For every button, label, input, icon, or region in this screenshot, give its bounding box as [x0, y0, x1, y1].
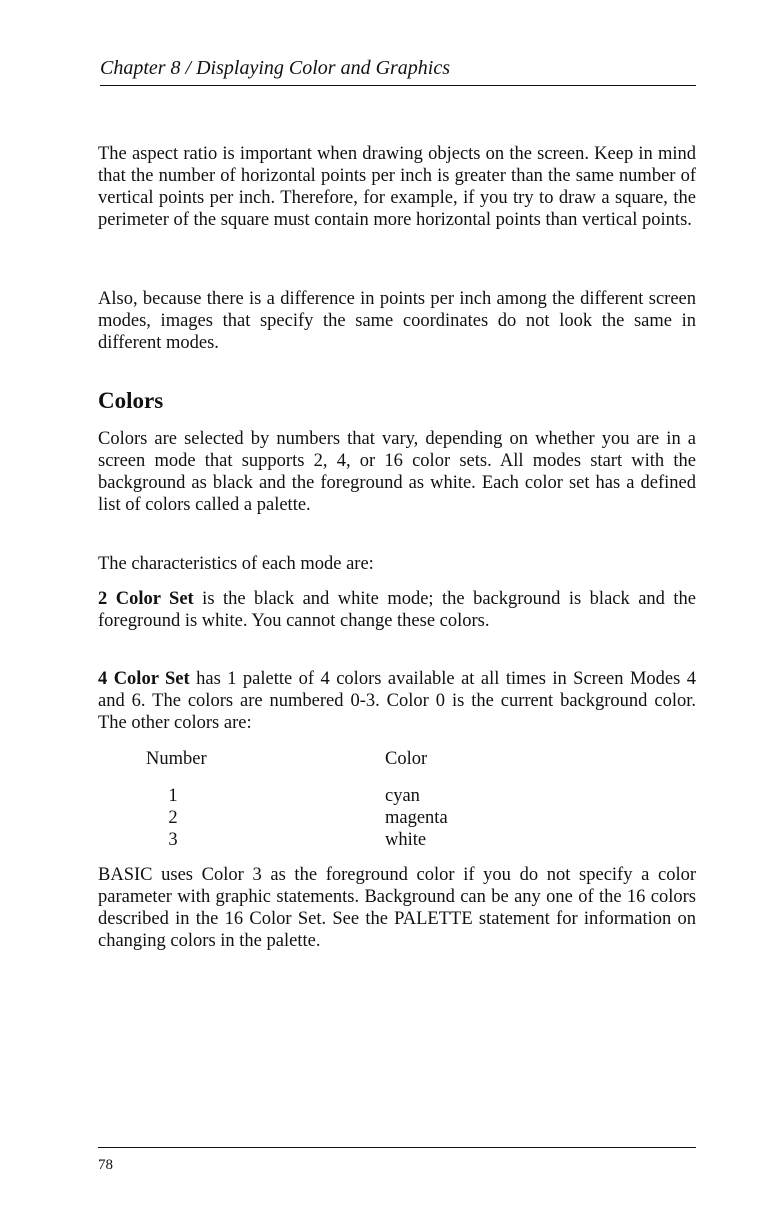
table-cell-color: white — [385, 830, 427, 850]
footer-rule — [98, 1147, 696, 1148]
table-cell-number: 3 — [168, 830, 178, 850]
paragraph-four-color-set — [98, 668, 696, 734]
term-two-color-set: 2 Color Set — [98, 589, 194, 609]
paragraph-two-color-set — [98, 588, 696, 632]
section-heading-colors: Colors — [98, 388, 164, 413]
column-header-number: Number — [146, 749, 207, 769]
paragraph-aspect-ratio: The aspect ratio is important when drawing objects on the screen. Keep in mind that the number of horizontal points per inch is greater than the same number of vertical points per inch. Therefore, for example, if you try to draw a square, the perimeter of the square must contain more horizontal points than vertical points. — [98, 144, 696, 230]
term-four-color-set: 4 Color Set — [98, 669, 190, 689]
header-rule — [100, 85, 696, 86]
page-number: 78 — [98, 1157, 113, 1173]
two-color-set-description: is the black and white mode; the background is black and the foreground is white. You cannot change these colors. — [98, 589, 696, 631]
column-header-color: Color — [385, 749, 428, 769]
paragraph-characteristics: The characteristics of each mode are: — [98, 554, 374, 574]
table-cell-color: cyan — [385, 786, 420, 806]
table-cell-number: 2 — [168, 808, 178, 828]
table-cell-number: 1 — [168, 786, 178, 806]
paragraph-colors-intro: Colors are selected by numbers that vary, depending on whether you are in a screen mode that supports 2, 4, or 16 color sets. All modes start with the background as black and the foreground as white. Each color set has a defined list of colors called a palette. — [98, 429, 696, 515]
table-cell-color: magenta — [385, 808, 448, 828]
four-color-set-description: has 1 palette of 4 colors available at all times in Screen Modes 4 and 6. The colors are numbered 0-3. Color 0 is the current background color. The other colors are: — [98, 669, 696, 733]
paragraph-points-per-inch: Also, because there is a difference in points per inch among the different screen modes, images that specify the same coordinates do not look the same in different modes. — [98, 289, 696, 353]
paragraph-basic-note: BASIC uses Color 3 as the foreground color if you do not specify a color parameter with graphic statements. Background can be any one of the 16 colors described in the 16 Color Set. See the PALETTE statement for information on changing colors in the palette. — [98, 865, 696, 951]
running-head-title: Chapter 8 / Displaying Color and Graphics — [100, 57, 451, 79]
